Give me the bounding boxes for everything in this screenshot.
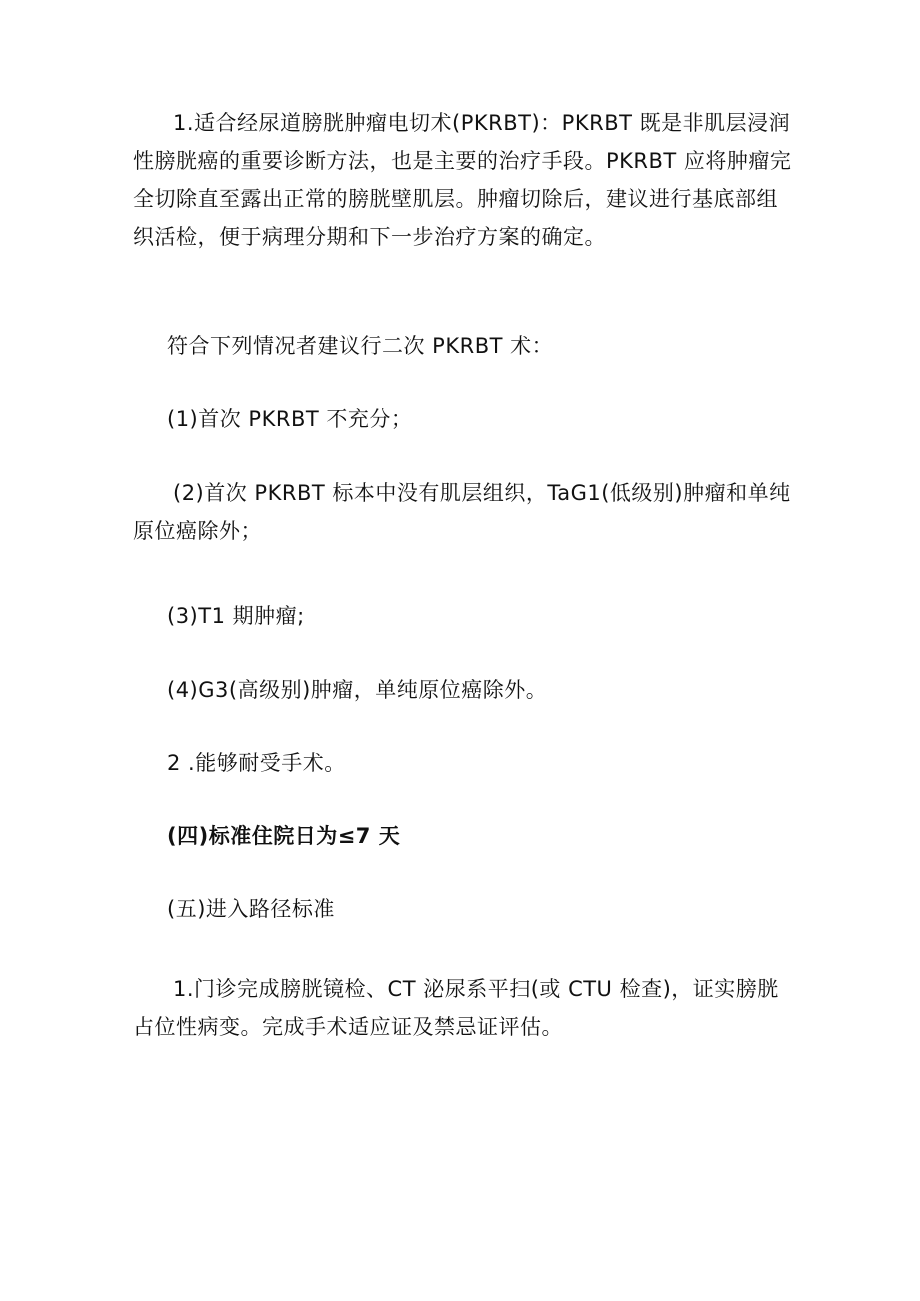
paragraph-tolerate-surgery: 2 .能够耐受手术。 [167,751,346,775]
list-item-criterion-1: (1)首次 PKRBT 不充分； [167,407,413,431]
paragraph-pkrbt-indication: 1.适合经尿道膀胱肿瘤电切术(PKRBT)：PKRBT 既是非肌层浸润性膀胱癌的重要诊断方法，也是主要的治疗手段。PKRBT 应将肿瘤完全切除直至露出正常的膀胱壁肌层。肿瘤切除后，建议进行基底部组织活检，便于病理分期和下一步治疗方案的确定。 [133,111,792,249]
section-heading-hospital-stay: (四)标准住院日为≤7 天 [167,824,401,848]
paragraph-outpatient-exam: 1.门诊完成膀胱镜检、CT 泌尿系平扫(或 CTU 检查)，证实膀胱占位性病变。完成手术适应证及禁忌证评估。 [133,977,779,1039]
list-item-criterion-3: (3)T1 期肿瘤; [167,604,305,628]
list-item-criterion-2: (2)首次 PKRBT 标本中没有肌层组织，TaG1(低级别)肿瘤和单纯原位癌除外； [133,481,791,543]
section-heading-pathway-criteria: (五)进入路径标准 [167,897,335,921]
list-item-criterion-4: (4)G3(高级别)肿瘤，单纯原位癌除外。 [167,678,548,702]
paragraph-second-pkrbt-criteria: 符合下列情况者建议行二次 PKRBT 术： [167,334,554,358]
